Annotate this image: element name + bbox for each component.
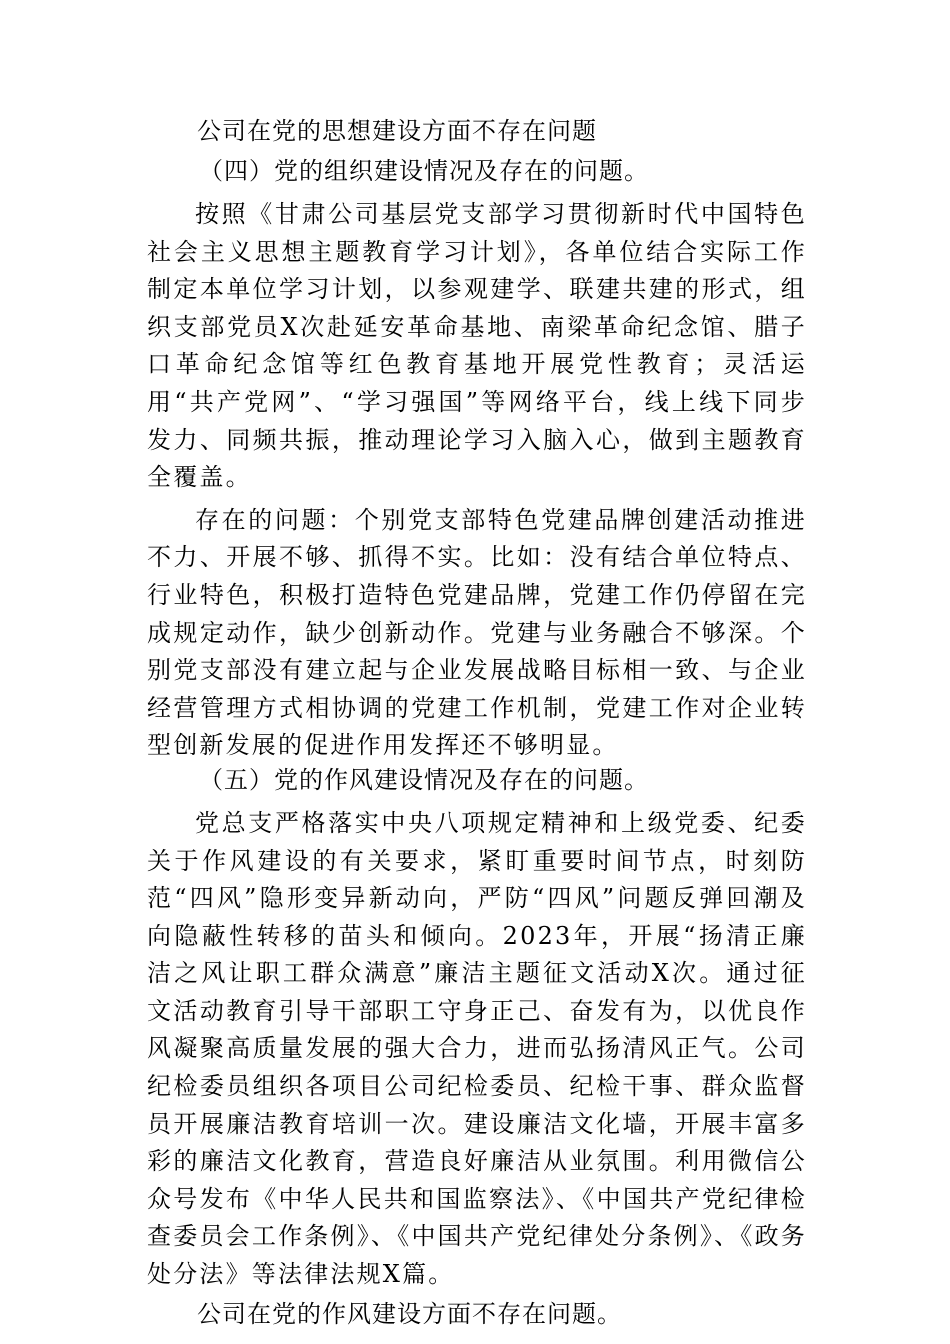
section-heading-style: （五）党的作风建设情况及存在的问题。 [199,765,649,794]
thought-building-conclusion: 公司在党的思想建设方面不存在问题 [197,117,597,145]
document-body [147,116,807,1329]
organization-problems-paragraph: 存在的问题：个别党支部特色党建品牌创建活动推进不力、开展不够、抓得不实。比如：没有结合单位特点、行业特色，积极打造特色党建品牌，党建工作仍停留在完成规定动作，缺少创新动作。党建与业务融合不够深。个别党支部没有建立起与企业发展战略目标相一致、与企业经营管理方式相协调的党建工作机制，党建工作对企业转型创新发展的促进作用发挥还不够明显。 [147,505,807,760]
section-heading-organization: （四）党的组织建设情况及存在的问题。 [199,157,649,185]
style-work-paragraph: 党总支严格落实中央八项规定精神和上级党委、纪委关于作风建设的有关要求，紧盯重要时间节点，时刻防范“四风”隐形变异新动向，严防“四风”问题反弹回潮及向隐蔽性转移的苗头和倾向。2023年，开展“扬清正廉洁之风让职工群众满意”廉洁主题征文活动X次。通过征文活动教育引导干部职工守身正己、奋发有为，以优良作风凝聚高质量发展的强大合力，进而弘扬清风正气。公司纪检委员组织各项目公司纪检委员、纪检干事、群众监督员开展廉洁教育培训一次。建设廉洁文化墙，开展丰富多彩的廉洁文化教育，营造良好廉洁从业氛围。利用微信公众号发布《中华人民共和国监察法》、《中国共产党纪律检查委员会工作条例》、《中国共产党纪律处分条例》、《政务处分法》等法律法规X篇。 [147,808,807,1289]
style-building-conclusion: 公司在党的作风建设方面不存在问题。 [197,1299,622,1328]
organization-work-paragraph: 按照《甘肃公司基层党支部学习贯彻新时代中国特色社会主义思想主题教育学习计划》，各单位结合实际工作制定本单位学习计划，以参观建学、联建共建的形式，组织支部党员X次赴延安革命基地、南梁革命纪念馆、腊子口革命纪念馆等红色教育基地开展党性教育；灵活运用“共产党网”、“学习强国”等网络平台，线上线下同步发力、同频共振，推动理论学习入脑入心，做到主题教育全覆盖。 [147,200,807,492]
